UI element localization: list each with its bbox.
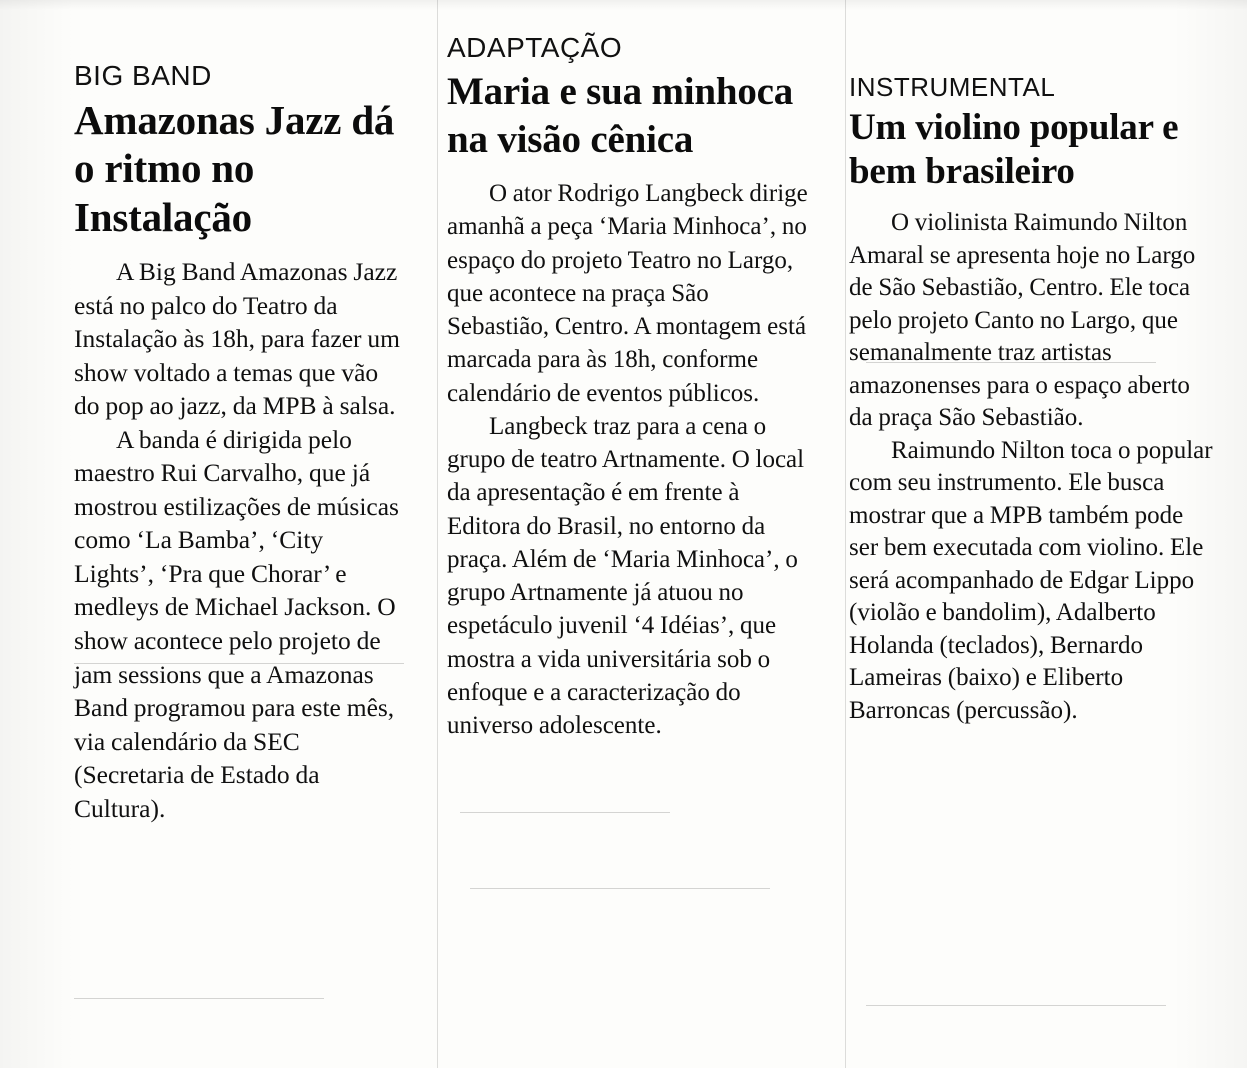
article-body-big-band: [74, 255, 407, 825]
article-column-instrumental: [827, 0, 1247, 727]
article-paragraph: A banda é dirigida pelo maestro Rui Carvalho, que já mostrou estilizações de músicas como ‘La Bamba’, ‘City Lights’, ‘Pra que Chorar’ e medleys de Michael Jackson. O show acontece pelo projeto de jam sessions que a Amazonas Band programou para este mês, via calendário da SEC (Secretaria de Estado da Cultura).: [74, 424, 399, 823]
article-paragraph: A Big Band Amazonas Jazz está no palco do Teatro da Instalação às 18h, para fazer um show voltado a temas que vão do pop ao jazz, da MPB à salsa.: [74, 257, 400, 421]
article-column-big-band: [0, 0, 437, 825]
article-kicker-adaptacao: ADAPTAÇÃO: [447, 32, 623, 63]
article-headline-big-band: Amazonas Jazz dá o ritmo no Instalação: [74, 97, 395, 240]
article-headline-adaptacao: Maria e sua minhoca na visão cênica: [447, 70, 794, 161]
article-body-instrumental: [849, 207, 1217, 727]
article-headline-instrumental: Um violino popular e bem brasileiro: [849, 107, 1179, 192]
article-paragraph: Langbeck traz para a cena o grupo de teatro Artnamente. O local da apresentação é em frente à Editora do Brasil, no entorno da praça. Além de ‘Maria Minhoca’, o grupo Artnamente já atuou no espetáculo juvenil ‘4 Idéias’, que mostra a vida universitária sob o enfoque e a caracterização do universo adolescente.: [447, 412, 805, 740]
article-kicker-big-band: BIG BAND: [74, 60, 212, 91]
article-paragraph: Raimundo Nilton toca o popular com seu instrumento. Ele busca mostrar que a MPB também pode ser bem executada com violino. Ele será acompanhado de Edgar Lippo (violão e bandolim), Adalberto Holanda (teclados), Bernardo Lameiras (baixo) e Eliberto Barroncas (percussão).: [849, 436, 1213, 724]
article-paragraph: O ator Rodrigo Langbeck dirige amanhã a peça ‘Maria Minhoca’, no espaço do projeto Teatro no Largo, que acontece na praça São Sebastião, Centro. A montagem está marcada para às 18h, conforme calendário de eventos públicos.: [447, 180, 808, 407]
article-kicker-instrumental: INSTRUMENTAL: [849, 72, 1056, 102]
article-body-adaptacao: [447, 177, 809, 742]
article-column-adaptacao: [437, 0, 827, 742]
article-paragraph: O violinista Raimundo Nilton Amaral se apresenta hoje no Largo de São Sebastião, Centro. Ele toca pelo projeto Canto no Largo, que semanalmente traz artistas amazonenses para o espaço aberto da praça São Sebastião.: [849, 209, 1196, 432]
